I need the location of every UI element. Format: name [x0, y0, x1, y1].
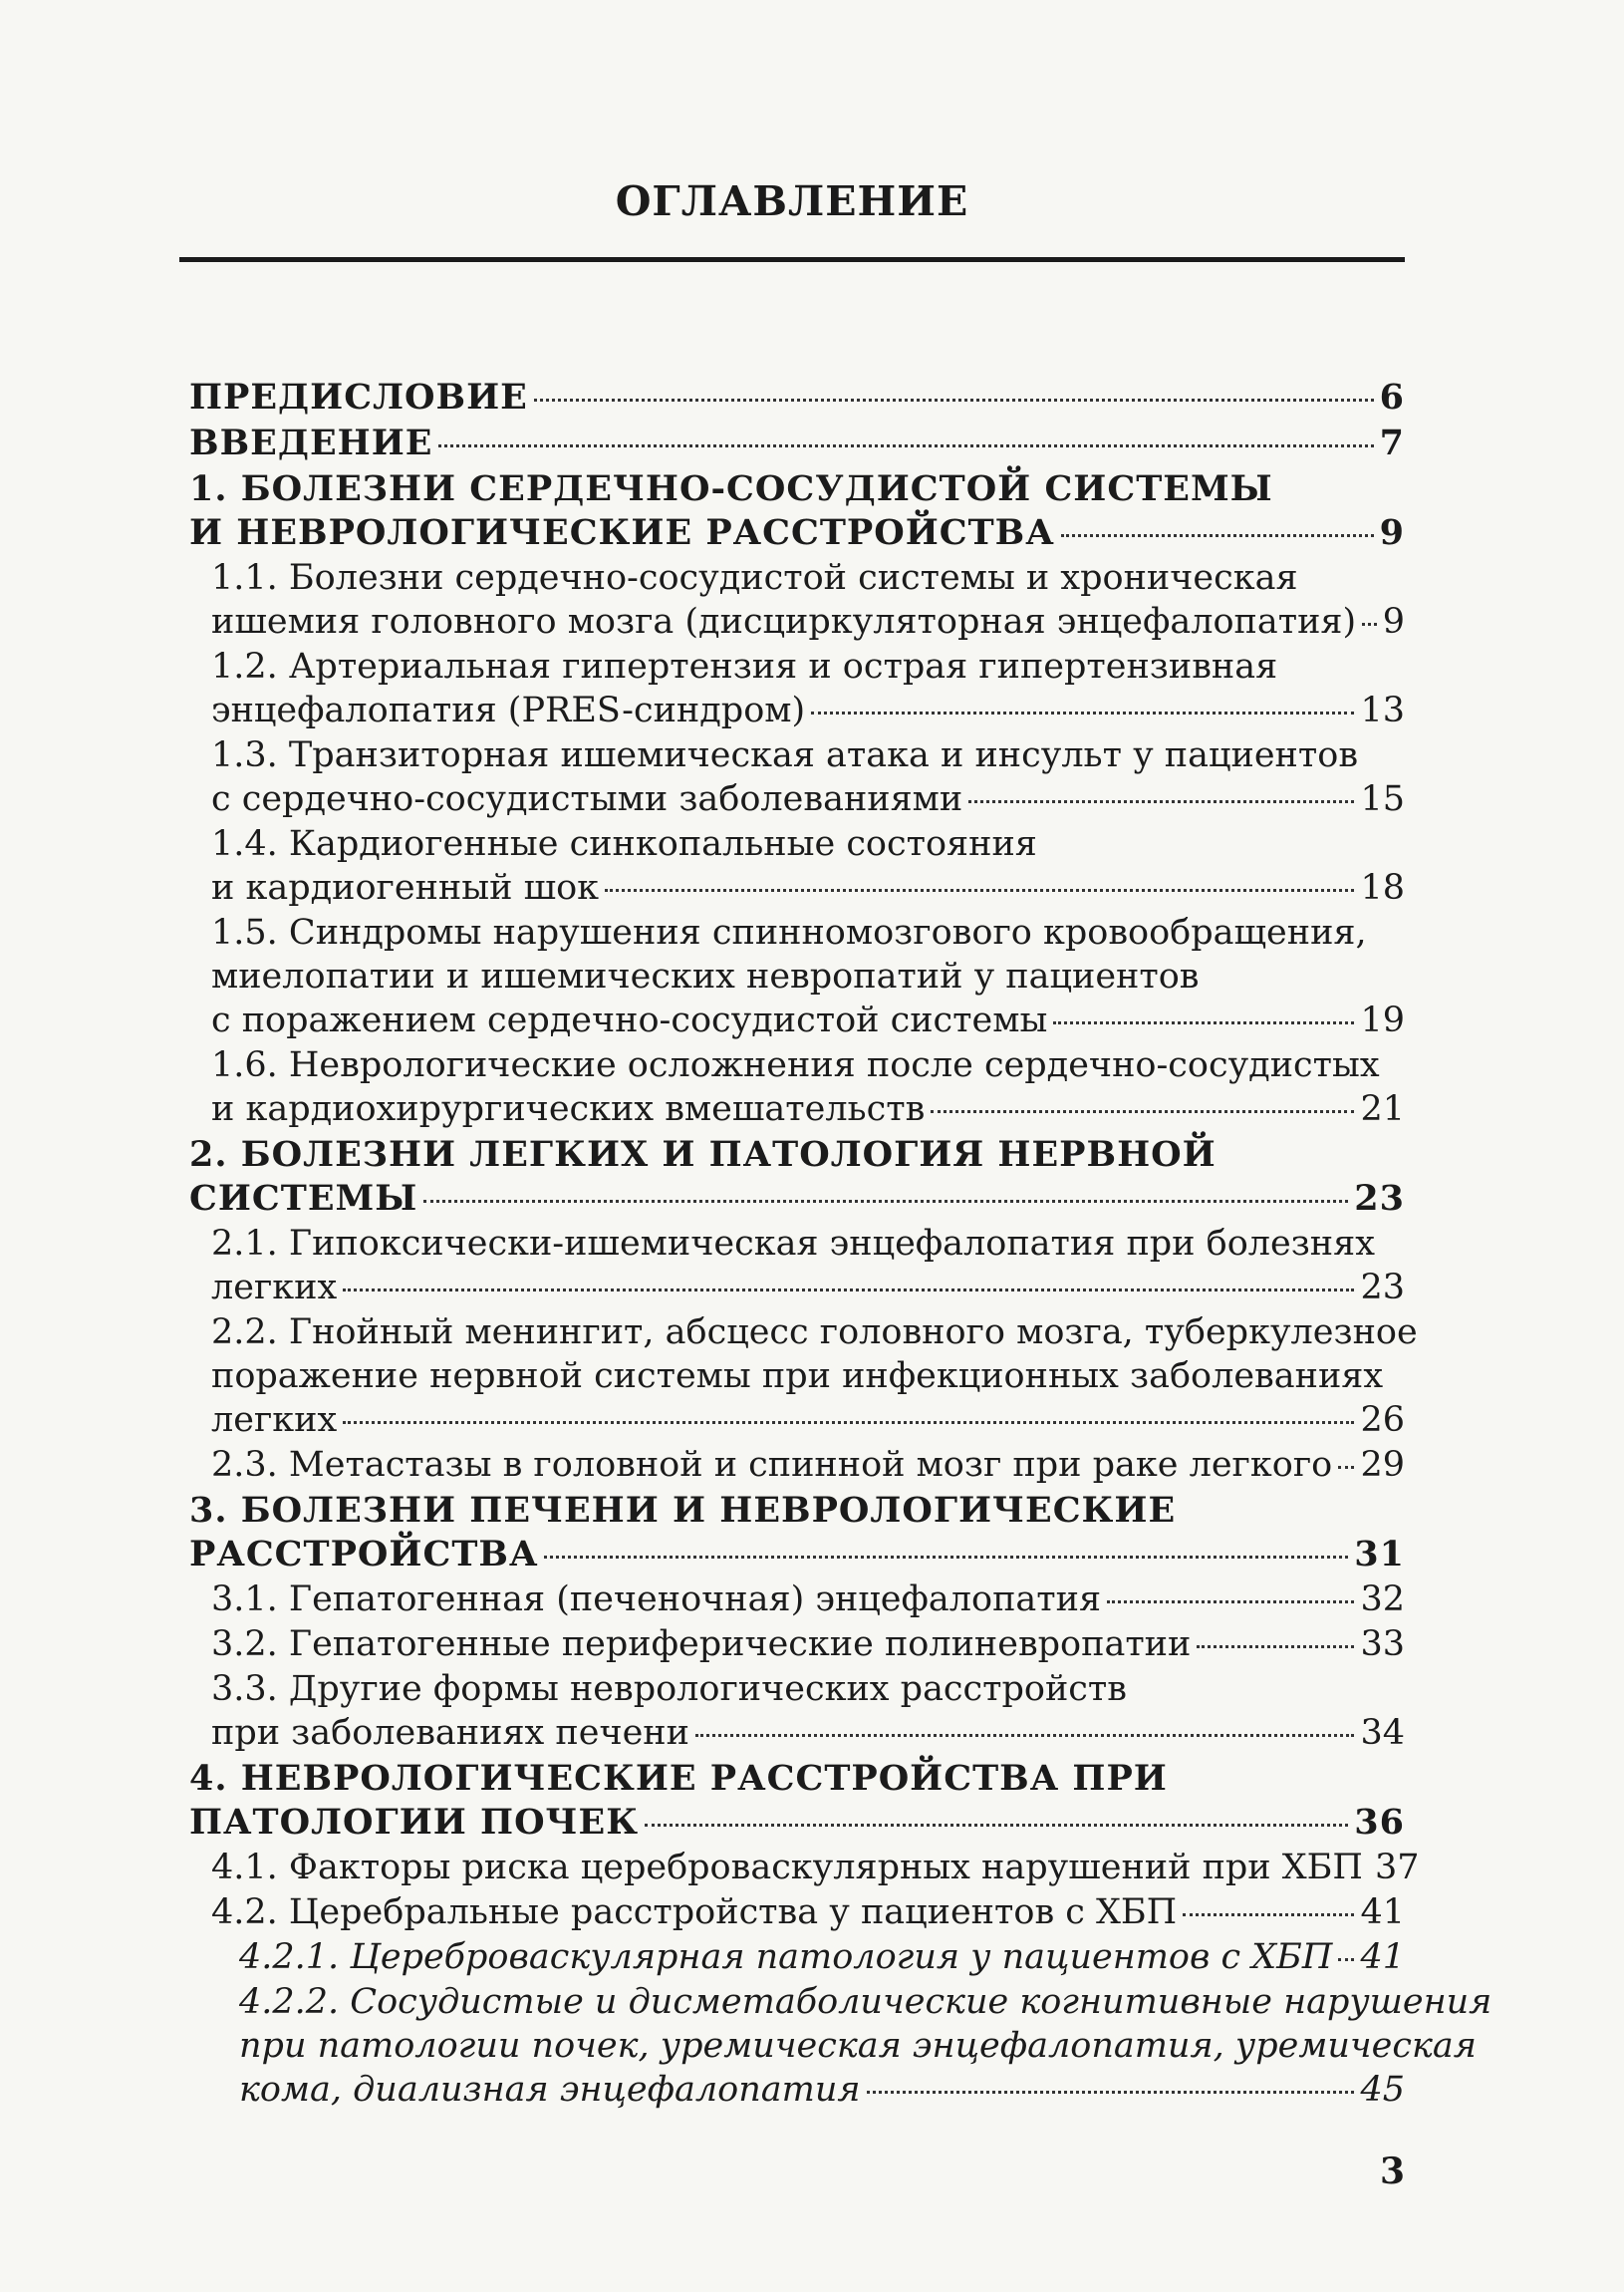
toc-entry: [189, 645, 1405, 732]
toc-entry-text: 1.4. Кардиогенные синкопальные состояния: [211, 824, 1037, 864]
toc-entry-text: легких: [211, 1268, 338, 1307]
toc-entry-line: [211, 1043, 1405, 1087]
toc-entry-line: [211, 777, 1405, 821]
toc-entry-line: [211, 955, 1405, 999]
toc-entry-line: [211, 645, 1405, 689]
toc-entry-text: 4.1. Факторы риска цереброваскулярных нарушений при ХБП: [211, 1848, 1363, 1887]
toc-entry-line: [211, 1622, 1405, 1666]
dot-leader: [931, 1110, 1354, 1113]
toc-page-number: 36: [1354, 1802, 1405, 1843]
toc-entry: [189, 1890, 1405, 1934]
toc-page-number: 37: [1374, 1848, 1420, 1887]
table-of-contents: [189, 374, 1492, 2112]
toc-entry-line: [211, 999, 1405, 1042]
toc-entry-line: [211, 866, 1405, 910]
dot-leader: [1183, 1913, 1354, 1916]
toc-entry-line: [211, 1577, 1405, 1621]
dot-leader: [544, 1556, 1348, 1559]
toc-page-number: 29: [1360, 1445, 1405, 1485]
dot-leader: [1338, 1466, 1354, 1469]
toc-entry-text: поражение нервной системы при инфекционных заболеваниях: [211, 1356, 1384, 1396]
toc-entry-line: [189, 1533, 1405, 1576]
dot-leader: [968, 800, 1354, 803]
toc-entry-line: [211, 1310, 1418, 1354]
toc-entry-text: с поражением сердечно-сосудистой системы: [211, 1001, 1048, 1040]
toc-entry-text: 2.3. Метастазы в головной и спинной мозг при раке легкого: [211, 1445, 1333, 1485]
toc-entry: [189, 1757, 1405, 1845]
dot-leader: [605, 889, 1354, 892]
toc-entry-line: [189, 467, 1405, 511]
toc-entry-text: легких: [211, 1400, 338, 1440]
toc-entry-text: кома, диализная энцефалопатия: [239, 2070, 861, 2110]
toc-entry-text: 4. НЕВРОЛОГИЧЕСКИЕ РАССТРОЙСТВА ПРИ: [189, 1758, 1168, 1799]
toc-entry: [189, 1222, 1405, 1309]
toc-entry-line: [211, 911, 1405, 955]
toc-page-number: 41: [1360, 1892, 1405, 1932]
toc-entry: [189, 1133, 1405, 1221]
toc-entry: [189, 1846, 1420, 1889]
toc-entry-text: 3.3. Другие формы неврологических расстройств: [211, 1669, 1127, 1709]
toc-entry: [189, 733, 1405, 821]
toc-entry-line: [189, 1133, 1405, 1177]
toc-page-number: 45: [1360, 2070, 1405, 2110]
dot-leader: [423, 1200, 1348, 1203]
toc-entry: [189, 1935, 1405, 1979]
toc-page-number: 15: [1360, 779, 1405, 819]
toc-page-number: 26: [1360, 1400, 1405, 1440]
toc-page-number: 23: [1360, 1268, 1405, 1307]
dot-leader: [534, 399, 1374, 402]
toc-entry-line: [211, 1443, 1405, 1487]
toc-entry-line: [239, 2068, 1405, 2112]
toc-entry-line: [211, 689, 1405, 732]
toc-entry-text: 2.2. Гнойный менингит, абсцесс головного мозга, туберкулезное: [211, 1312, 1418, 1352]
toc-entry-line: [211, 733, 1405, 777]
toc-entry-line: [239, 2024, 1477, 2068]
toc-entry-line: [189, 1757, 1405, 1801]
toc-page-number: 9: [1379, 512, 1405, 553]
toc-page-number: 31: [1354, 1534, 1405, 1575]
toc-entry-line: [239, 1980, 1492, 2024]
toc-entry-line: [189, 422, 1405, 465]
toc-entry-text: 1.2. Артериальная гипертензия и острая гипертензивная: [211, 647, 1278, 687]
toc-entry-text: 3.1. Гепатогенная (печеночная) энцефалопатия: [211, 1579, 1102, 1619]
toc-entry-text: ВВЕДЕНИЕ: [189, 423, 433, 463]
toc-entry: [189, 467, 1405, 555]
toc-page-number: 33: [1360, 1624, 1405, 1664]
toc-entry: [189, 911, 1405, 1042]
toc-entry: [189, 1577, 1405, 1621]
toc-entry: [189, 822, 1405, 910]
dot-leader: [1338, 1958, 1354, 1961]
toc-page-number: 13: [1360, 691, 1405, 730]
toc-entry-text: 1.6. Неврологические осложнения после сердечно-сосудистых: [211, 1045, 1380, 1085]
toc-entry-text: 3. БОЛЕЗНИ ПЕЧЕНИ И НЕВРОЛОГИЧЕСКИЕ: [189, 1490, 1177, 1531]
dot-leader: [867, 2091, 1355, 2094]
toc-entry-text: ПАТОЛОГИИ ПОЧЕК: [189, 1802, 640, 1843]
toc-entry-line: [211, 556, 1405, 600]
dot-leader: [695, 1734, 1355, 1737]
toc-entry: [189, 1043, 1405, 1131]
toc-entry-line: [189, 1801, 1405, 1845]
toc-page-number: 18: [1360, 868, 1405, 908]
dot-leader: [1362, 623, 1377, 626]
toc-entry-text: 1. БОЛЕЗНИ СЕРДЕЧНО-СОСУДИСТОЙ СИСТЕМЫ: [189, 468, 1273, 509]
toc-entry: [189, 1667, 1405, 1755]
toc-entry: [189, 422, 1405, 465]
toc-entry-text: 3.2. Гепатогенные периферические полиневропатии: [211, 1624, 1192, 1664]
page-title: ОГЛАВЛЕНИЕ: [615, 177, 969, 225]
toc-entry-text: 1.1. Болезни сердечно-сосудистой системы и хроническая: [211, 558, 1298, 598]
toc-entry: [189, 376, 1405, 420]
toc-entry: [189, 1622, 1405, 1666]
dot-leader: [343, 1421, 1354, 1424]
toc-entry-line: [211, 1711, 1405, 1755]
toc-entry-text: 4.2.2. Сосудистые и дисметаболические когнитивные нарушения: [239, 1982, 1492, 2022]
dot-leader: [1053, 1021, 1354, 1024]
toc-entry-text: 2. БОЛЕЗНИ ЛЕГКИХ И ПАТОЛОГИЯ НЕРВНОЙ: [189, 1134, 1217, 1175]
toc-page-number: 21: [1360, 1089, 1405, 1129]
toc-page-number: 7: [1379, 423, 1405, 463]
toc-entry-text: 1.5. Синдромы нарушения спинномозгового кровообращения,: [211, 913, 1367, 953]
toc-page-number: 19: [1360, 1001, 1405, 1040]
toc-entry: [189, 1980, 1492, 2112]
toc-entry-text: при заболеваниях печени: [211, 1713, 689, 1753]
toc-entry-line: [239, 1935, 1405, 1979]
toc-entry-line: [189, 1489, 1405, 1533]
toc-page-number: 6: [1379, 377, 1405, 418]
toc-page-number: 9: [1382, 602, 1405, 642]
toc-entry-text: миелопатии и ишемических невропатий у пациентов: [211, 957, 1200, 997]
toc-entry-text: с сердечно-сосудистыми заболеваниями: [211, 779, 963, 819]
dot-leader: [438, 444, 1373, 447]
dot-leader: [645, 1824, 1348, 1827]
toc-entry-line: [211, 1398, 1405, 1442]
toc-entry-line: [211, 1667, 1405, 1711]
toc-entry: [189, 1489, 1405, 1576]
toc-entry-line: [211, 1087, 1405, 1131]
toc-entry-line: [189, 1177, 1405, 1221]
dot-leader: [343, 1289, 1354, 1291]
dot-leader: [811, 712, 1354, 715]
dot-leader: [1107, 1600, 1354, 1603]
toc-entry: [189, 1443, 1405, 1487]
toc-entry-text: энцефалопатия (PRES-синдром): [211, 691, 806, 730]
toc-entry: [189, 556, 1405, 644]
toc-entry-line: [211, 1354, 1405, 1398]
toc-page-number: 34: [1360, 1713, 1405, 1753]
toc-page-number: 32: [1360, 1579, 1405, 1619]
toc-entry-line: [211, 1846, 1420, 1889]
toc-entry-line: [211, 822, 1405, 866]
toc-entry-text: 4.2. Церебральные расстройства у пациентов с ХБП: [211, 1892, 1178, 1932]
toc-entry: [189, 1310, 1418, 1442]
toc-entry-text: СИСТЕМЫ: [189, 1178, 418, 1219]
dot-leader: [1197, 1645, 1354, 1648]
title-rule: [179, 257, 1405, 262]
toc-page-number: 41: [1360, 1937, 1405, 1977]
page-number: 3: [1379, 2150, 1405, 2192]
toc-entry-text: и кардиогенный шок: [211, 868, 600, 908]
toc-entry-text: 1.3. Транзиторная ишемическая атака и инсульт у пациентов: [211, 735, 1359, 775]
dot-leader: [1061, 534, 1374, 537]
toc-entry-text: 4.2.1. Цереброваскулярная патология у пациентов с ХБП: [239, 1937, 1333, 1977]
toc-entry-text: и кардиохирургических вмешательств: [211, 1089, 926, 1129]
toc-entry-text: 2.1. Гипоксически-ишемическая энцефалопатия при болезнях: [211, 1224, 1375, 1264]
toc-entry-line: [211, 600, 1405, 644]
toc-entry-line: [211, 1222, 1405, 1266]
toc-entry-text: И НЕВРОЛОГИЧЕСКИЕ РАССТРОЙСТВА: [189, 512, 1055, 553]
toc-entry-text: ишемия головного мозга (дисциркуляторная энцефалопатия): [211, 602, 1357, 642]
toc-entry-text: при патологии почек, уремическая энцефалопатия, уремическая: [239, 2026, 1477, 2066]
toc-page-number: 23: [1354, 1178, 1405, 1219]
toc-entry-line: [189, 511, 1405, 555]
toc-entry-line: [189, 376, 1405, 420]
toc-entry-line: [211, 1890, 1405, 1934]
toc-entry-line: [211, 1266, 1405, 1309]
toc-entry-text: РАССТРОЙСТВА: [189, 1534, 539, 1575]
toc-entry-text: ПРЕДИСЛОВИЕ: [189, 377, 528, 418]
